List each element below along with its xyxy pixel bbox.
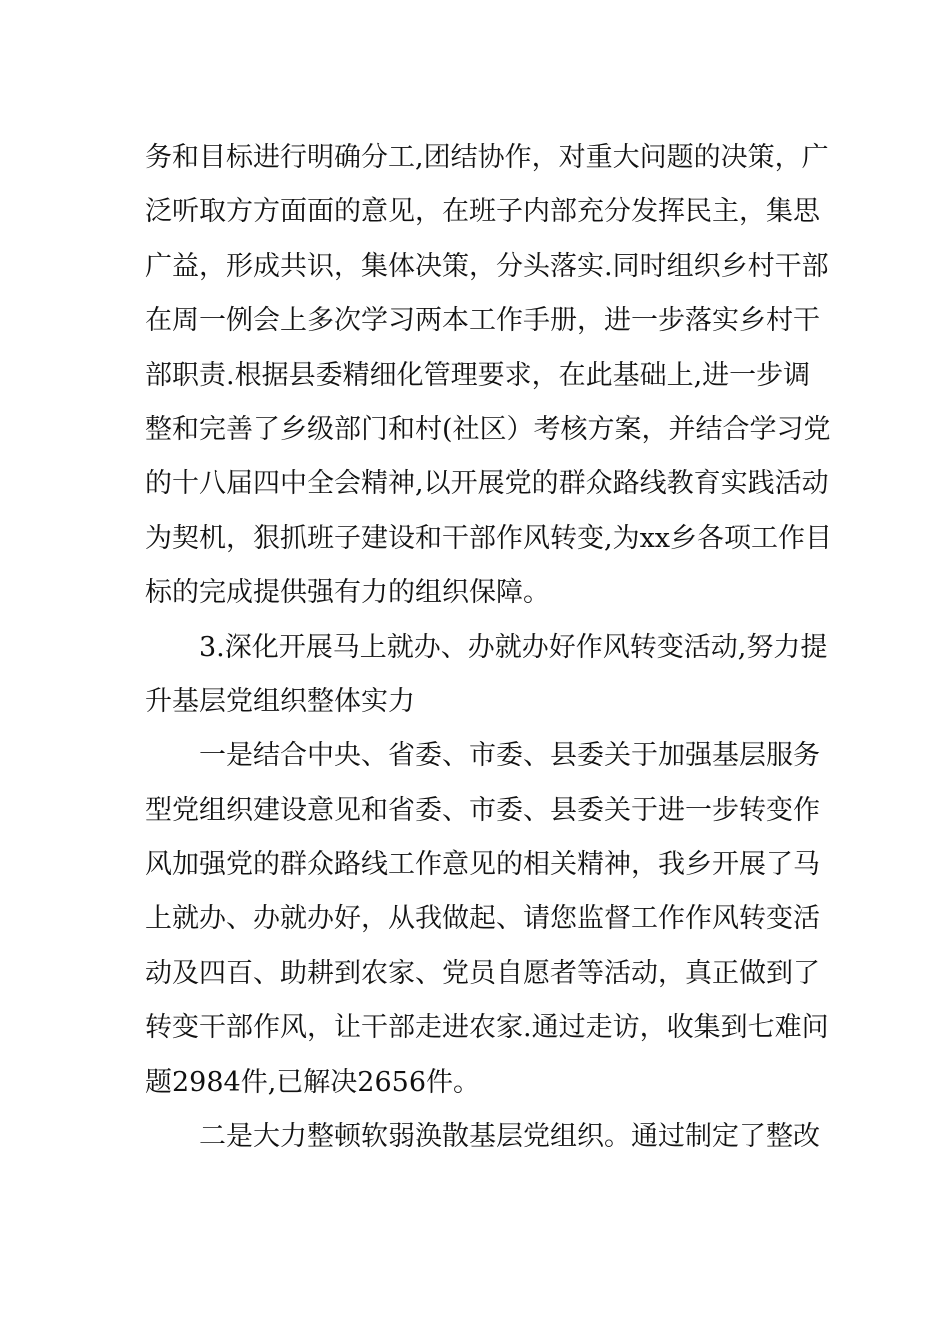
text-line: 上就办、办就办好，从我做起、请您监督工作作风转变活	[145, 903, 820, 935]
section-heading-line: 3.深化开展马上就办、办就办好作风转变活动,努力提	[199, 631, 828, 663]
document-body	[145, 131, 833, 1164]
text-line: 题2984件,已解决2656件。	[145, 1066, 481, 1098]
text-line: 二是大力整顿软弱涣散基层党组织。通过制定了整改	[199, 1121, 820, 1153]
text-line: 转变干部作风，让干部走进农家.通过走访，收集到七难问	[145, 1012, 829, 1044]
text-line: 在周一例会上多次学习两本工作手册，进一步落实乡村干	[145, 305, 820, 337]
text-line: 动及四百、助耕到农家、党员自愿者等活动，真正做到了	[145, 957, 820, 989]
text-line: 为契机，狠抓班子建设和干部作风转变,为xx乡各项工作目	[145, 522, 833, 554]
text-line: 务和目标进行明确分工,团结协作，对重大问题的决策，广	[145, 142, 829, 173]
text-line: 泛听取方方面面的意见，在班子内部充分发挥民主，集思	[145, 196, 820, 228]
text-line: 标的完成提供强有力的组织保障。	[145, 577, 550, 609]
text-line: 风加强党的群众路线工作意见的相关精神，我乡开展了马	[145, 849, 820, 881]
text-line: 广益，形成共识，集体决策，分头落实.同时组织乡村干部	[145, 250, 829, 282]
text-line: 型党组织建设意见和省委、市委、县委关于进一步转变作	[145, 794, 820, 826]
text-line: 一是结合中央、省委、市委、县委关于加强基层服务	[199, 740, 820, 772]
text-line: 的十八届四中全会精神,以开展党的群众路线教育实践活动	[145, 468, 829, 500]
text-line: 整和完善了乡级部门和村(社区）考核方案，并结合学习党	[145, 413, 831, 445]
text-line: 部职责.根据县委精细化管理要求，在此基础上,进一步调	[145, 359, 811, 391]
section-heading-line: 升基层党组织整体实力	[145, 685, 415, 717]
